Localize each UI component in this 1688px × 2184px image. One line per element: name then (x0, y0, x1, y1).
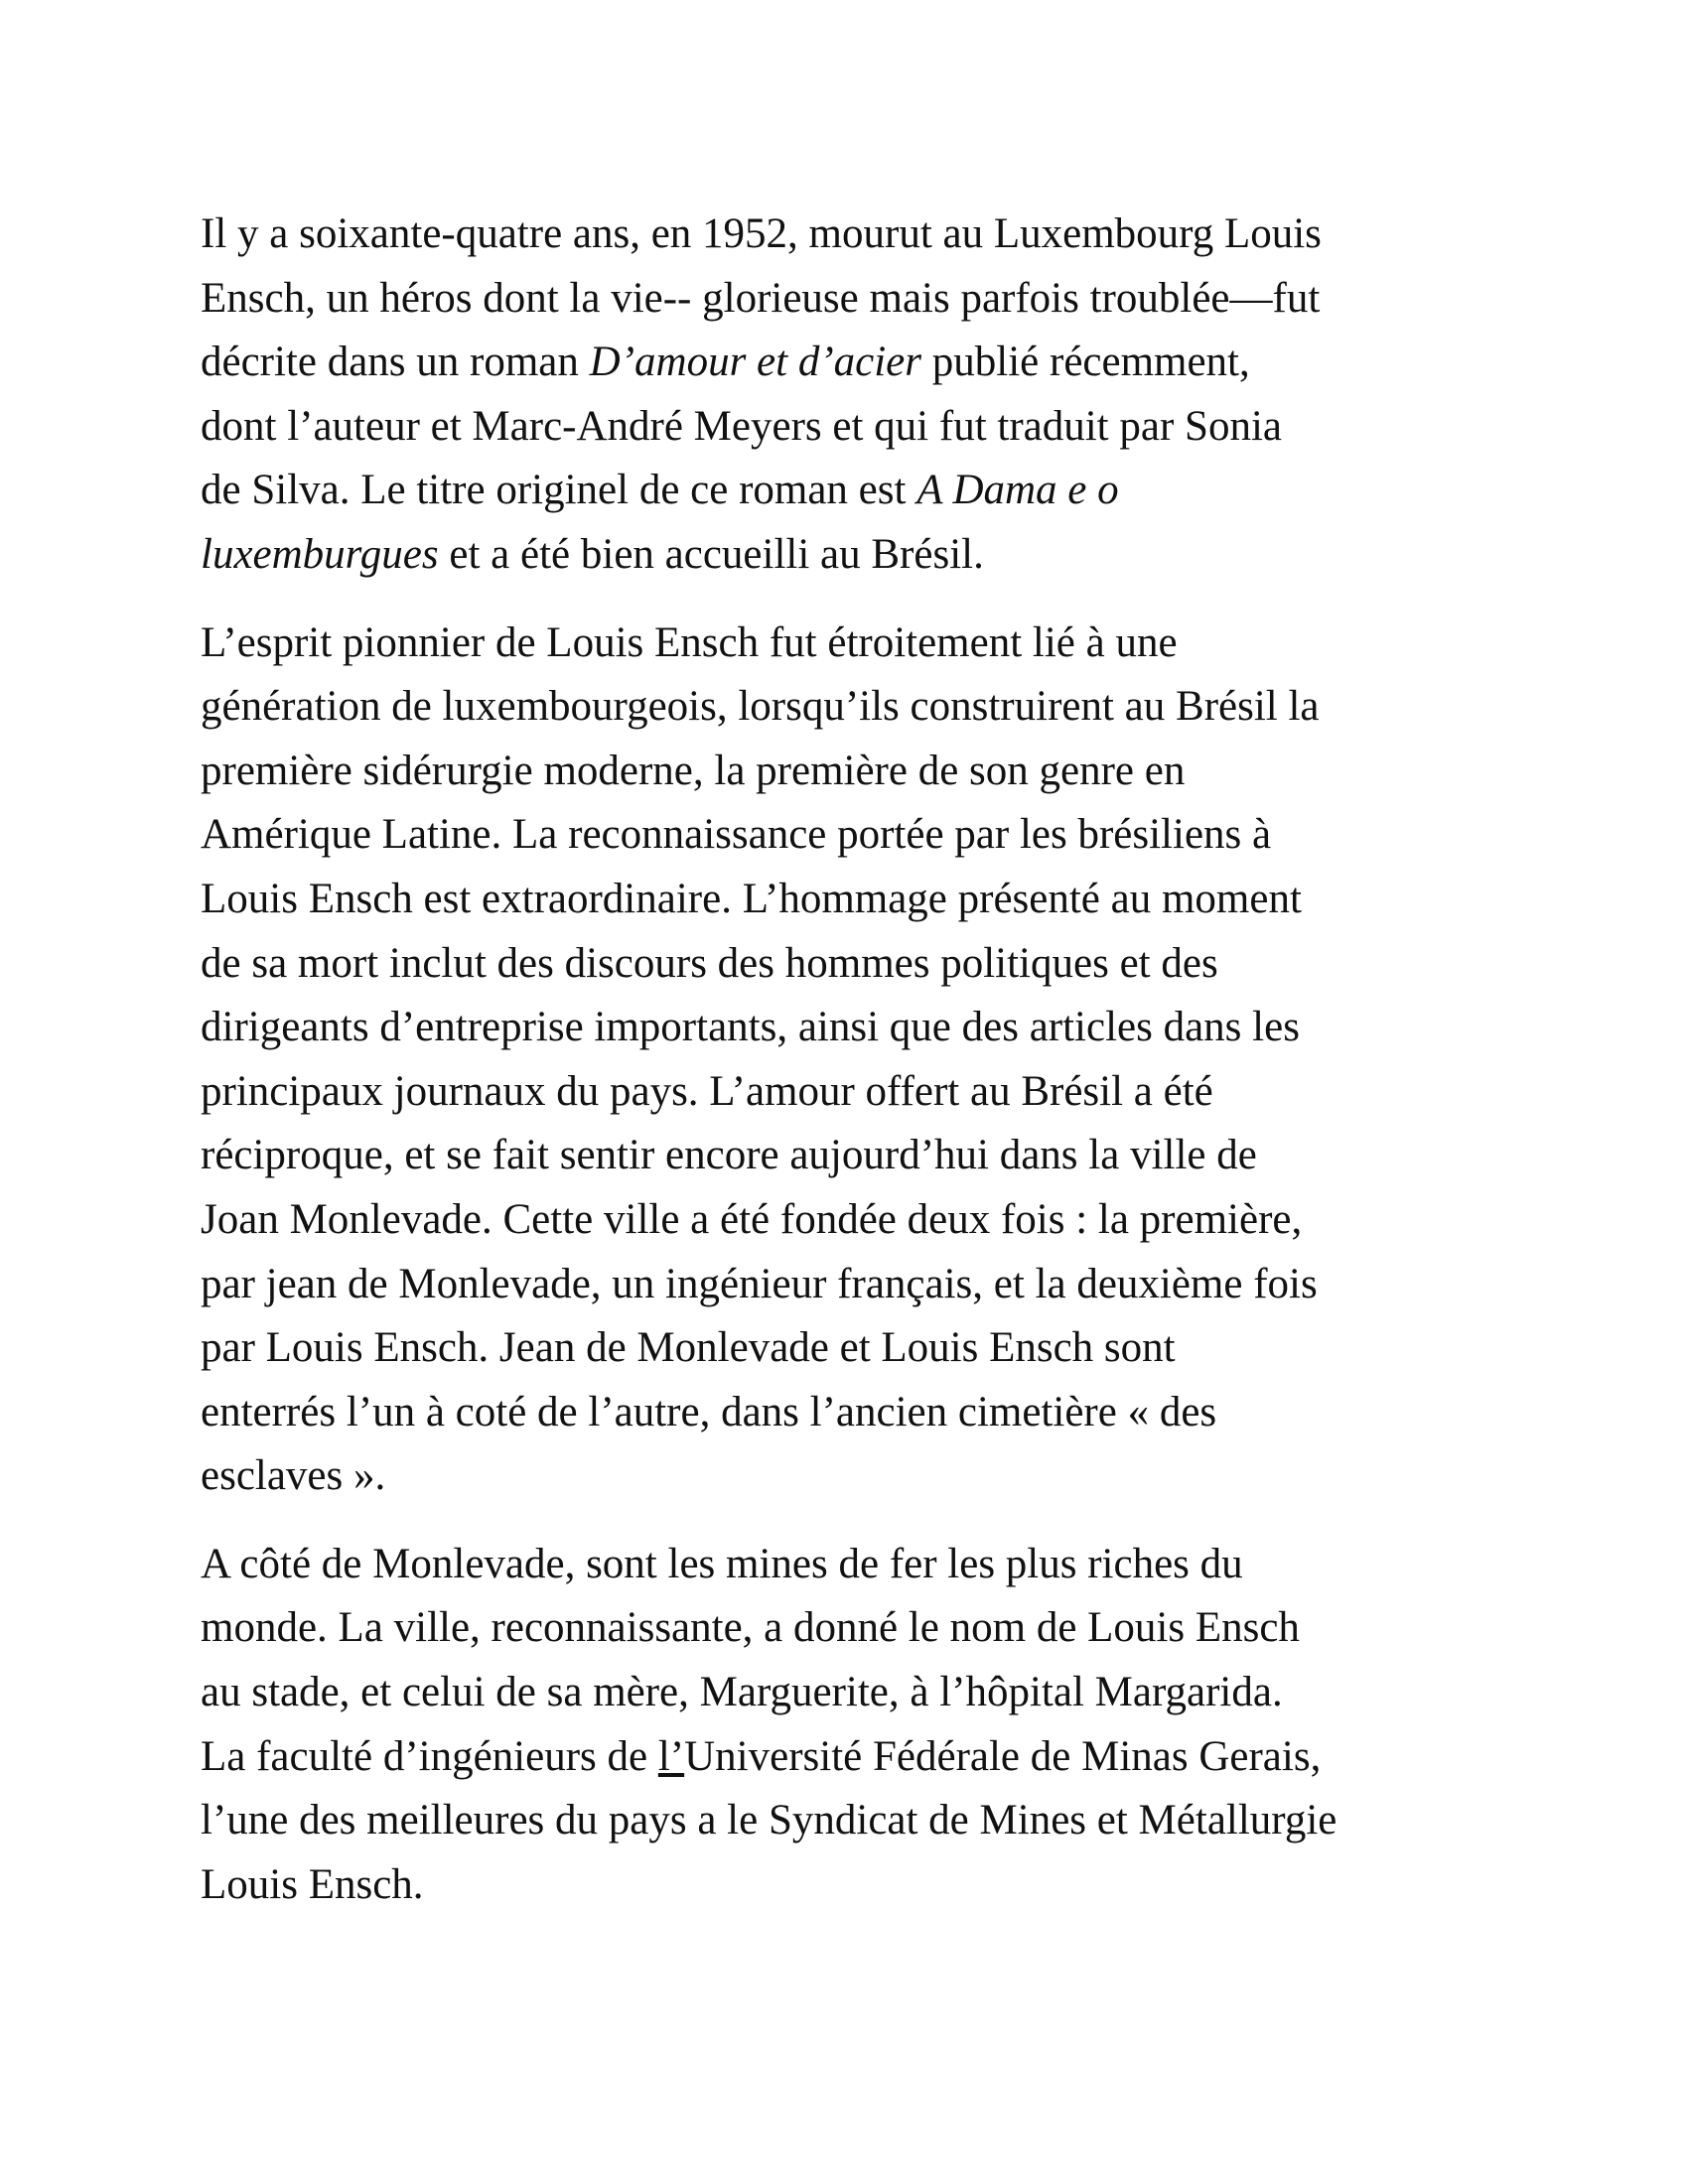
text-run: Joan Monlevade. Cette ville a été fondée deux fois : la première, (201, 1195, 1303, 1243)
text-run: A côté de Monlevade, sont les mines de fer les plus riches du (201, 1540, 1243, 1587)
text-run: La faculté d’ingénieurs de (201, 1732, 658, 1780)
text-run: Université Fédérale de Minas Gerais, (684, 1732, 1322, 1780)
text-line (201, 1124, 1491, 1188)
text-run: dirigeants d’entreprise importants, ainsi que des articles dans les (201, 1004, 1300, 1051)
text-line (201, 395, 1491, 460)
text-run: par jean de Monlevade, un ingénieur français, et la deuxième fois (201, 1260, 1318, 1307)
text-line (201, 868, 1491, 932)
text-line (201, 1060, 1491, 1125)
text-line (201, 267, 1491, 332)
text-run: de sa mort inclut des discours des hommes politiques et des (201, 939, 1218, 987)
text-run: au stade, et celui de sa mère, Marguerite, à l’hôpital Margarida. (201, 1669, 1283, 1716)
text-run: et a été bien accueilli au Brésil. (438, 530, 984, 578)
text-run: Amérique Latine. La reconnaissance portée par les brésiliens à (201, 811, 1272, 859)
text-run: L’esprit pionnier de Louis Ensch fut étroitement lié à une (201, 618, 1178, 666)
text-line (201, 203, 1491, 267)
text-line (201, 331, 1491, 395)
text-run: par Louis Ensch. Jean de Monlevade et Louis Ensch sont (201, 1324, 1176, 1372)
text-line (201, 996, 1491, 1060)
document-body (201, 203, 1491, 1941)
text-line (201, 740, 1491, 804)
text-line (201, 523, 1491, 588)
text-line (201, 932, 1491, 997)
text-line (201, 1188, 1491, 1253)
text-run: de Silva. Le titre originel de ce roman est (201, 467, 917, 514)
text-line (201, 803, 1491, 868)
book-title-original-part1: A Dama e o (916, 467, 1119, 514)
text-run: esclaves ». (201, 1452, 386, 1500)
text-run: publié récemment, (921, 339, 1250, 386)
text-line (201, 1789, 1491, 1853)
text-run: Il y a soixante-quatre ans, en 1952, mourut au Luxembourg Louis (201, 210, 1322, 257)
paragraph-3 (201, 1533, 1491, 1918)
text-line (201, 1725, 1491, 1790)
text-line (201, 1661, 1491, 1725)
text-line (201, 1533, 1491, 1597)
text-line (201, 1853, 1491, 1918)
text-run: décrite dans un roman (201, 339, 590, 386)
text-run: Louis Ensch. (201, 1860, 424, 1908)
paragraph-2 (201, 612, 1491, 1509)
text-run: enterrés l’un à coté de l’autre, dans l’ancien cimetière « des (201, 1388, 1217, 1435)
text-run: Ensch, un héros dont la vie-- glorieuse mais parfois troublée—fut (201, 274, 1321, 322)
text-line (201, 675, 1491, 740)
text-line (201, 1596, 1491, 1661)
text-line (201, 1253, 1491, 1317)
paragraph-1 (201, 203, 1491, 588)
text-line (201, 459, 1491, 523)
text-run: principaux journaux du pays. L’amour offert au Brésil a été (201, 1067, 1213, 1115)
book-title-french: D’amour et d’acier (589, 339, 922, 386)
text-run: première sidérurgie moderne, la première de son genre en (201, 747, 1186, 794)
text-run: l’une des meilleures du pays a le Syndicat de Mines et Métallurgie (201, 1797, 1337, 1844)
text-run: dont l’auteur et Marc-André Meyers et qui fut traduit par Sonia (201, 402, 1282, 450)
text-line (201, 1444, 1491, 1509)
text-line (201, 1381, 1491, 1445)
text-run: Louis Ensch est extraordinaire. L’hommage présenté au moment (201, 875, 1302, 922)
text-line (201, 1316, 1491, 1381)
underlined-article: l’ (657, 1732, 685, 1780)
text-run: réciproque, et se fait sentir encore aujourd’hui dans la ville de (201, 1132, 1257, 1179)
book-title-original-part2: luxemburgues (201, 530, 439, 578)
text-line (201, 612, 1491, 676)
text-run: génération de luxembourgeois, lorsqu’ils construirent au Brésil la (201, 683, 1320, 731)
text-run: monde. La ville, reconnaissante, a donné le nom de Louis Ensch (201, 1604, 1300, 1652)
